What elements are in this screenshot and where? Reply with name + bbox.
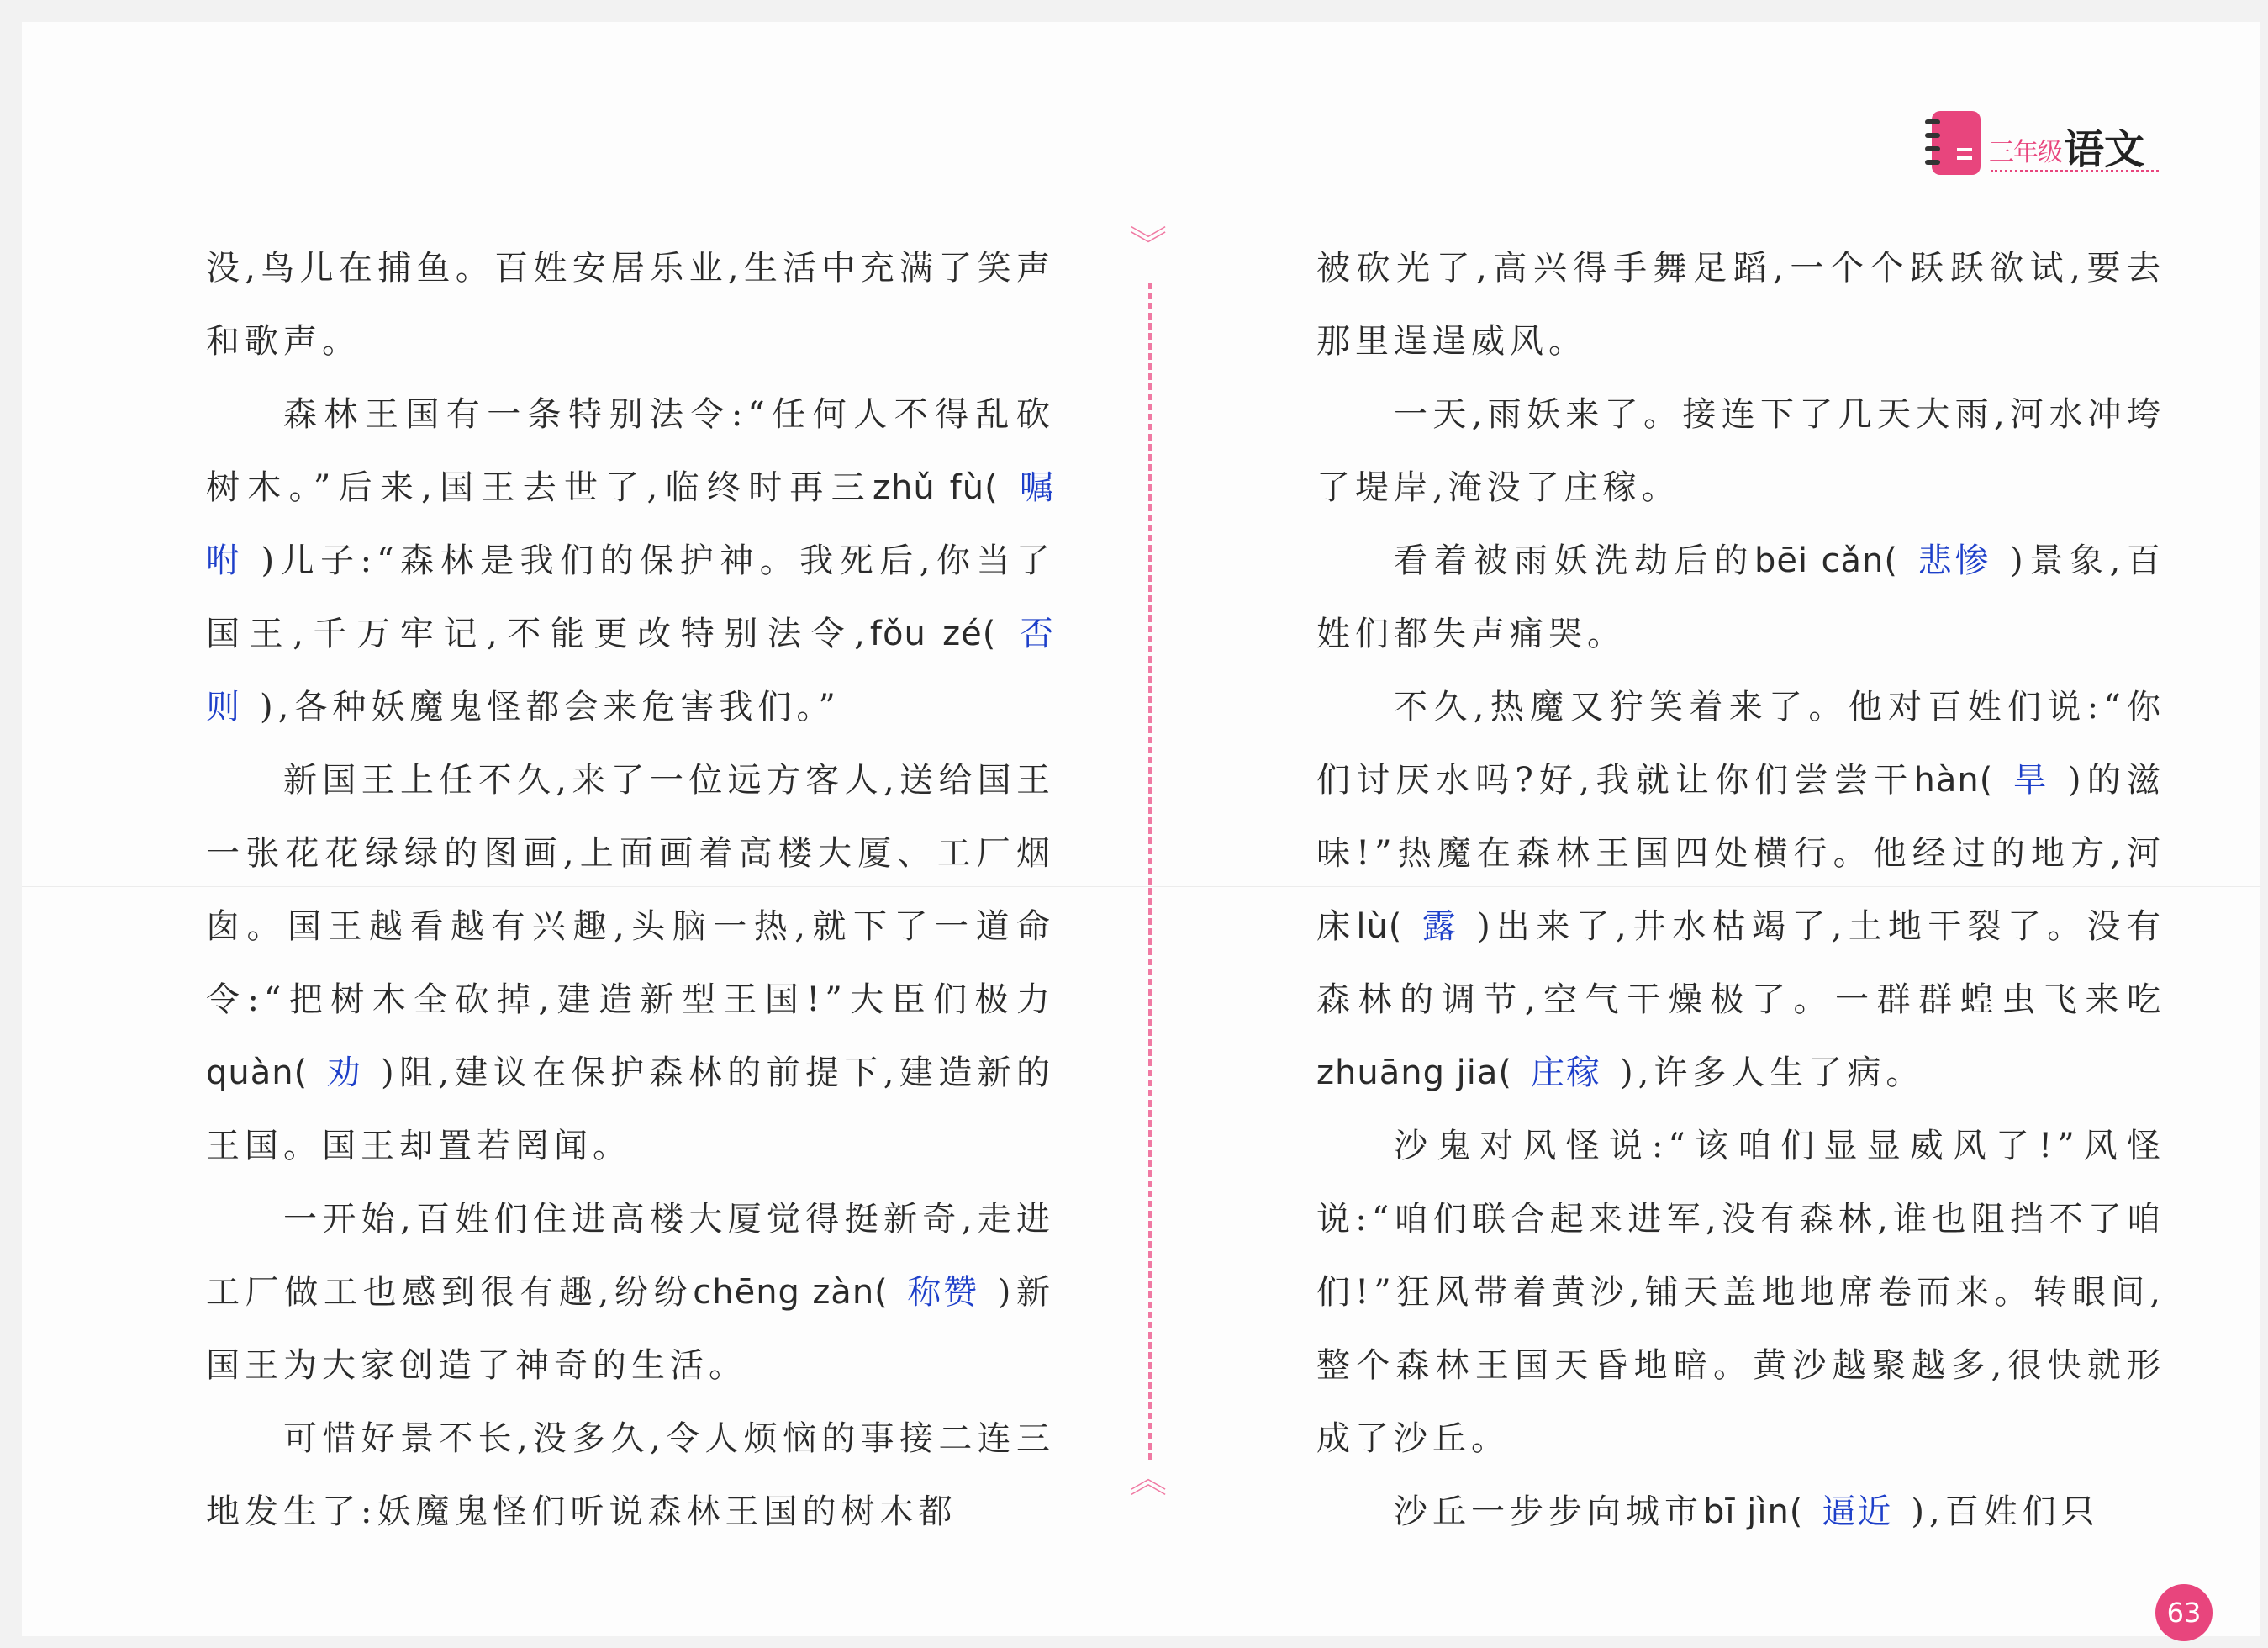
answer-text: 否则 [206,615,1055,726]
paragraph: 没,鸟儿在捕鱼。百姓安居乐业,生活中充满了笑声和歌声。 [206,249,1055,361]
textbook-page [22,22,2260,1636]
pinyin: hàn( [1913,761,1994,800]
chevron-up-icon: ︽ [1130,1458,1167,1501]
column-divider [1148,283,1152,1460]
answer-text: 劝 [326,1054,362,1092]
notebook-icon [1932,111,1981,175]
grade-label: 三年级 [1989,138,2062,167]
pinyin: chēng zàn( [693,1273,889,1312]
answer-text: 嘱咐 [206,468,1056,580]
answer-text: 逼近 [1822,1492,1893,1531]
paragraph: 森林王国有一条特别法令:“任何人不得乱砍树木。”后来,国王去世了,临终时再三zhǔ fù( 嘱咐 )儿子:“森林是我们的保护神。我死后,你当了国王,千万牢记,不能更改特别法令,fǒu zé( 否则 ),各种妖魔鬼怪都会来危害我们。” [206,395,1056,726]
header-badge [1932,111,2144,175]
pinyin: quàn( [206,1054,309,1092]
paragraph: 一天,雨妖来了。接连下了几天大雨,河水冲垮了堤岸,淹没了庄稼。 [1316,395,2165,507]
pinyin: zhǔ fù( [872,468,999,507]
answer-text: 庄稼 [1531,1054,1602,1092]
subject-label: 语文 [2064,126,2145,173]
paragraph: 可惜好景不长,没多久,令人烦恼的事接二连三地发生了:妖魔鬼怪们听说森林王国的树木都 [206,1419,1055,1531]
pinyin: fǒu zé( [869,615,997,653]
answer-text: 悲惨 [1917,541,1992,580]
answer-text: 露 [1421,907,1459,946]
pinyin: bī jìn( [1703,1492,1804,1531]
right-column [1316,232,2165,1549]
paragraph: 不久,热魔又狞笑着来了。他对百姓们说:“你们讨厌水吗?好,我就让你们尝尝干hàn( 旱 )的滋味!”热魔在森林王国四处横行。他经过的地方,河床lù( 露 )出来了,井水枯竭了,土地干裂了。没有森林的调节,空气干燥极了。一群群蝗虫飞来吃zhuāng jia( 庄稼 ),许多人生了病。 [1316,688,2166,1092]
pinyin: bēi cǎn( [1754,541,1898,580]
page-number-badge: 63 [2155,1584,2213,1641]
paragraph: 看着被雨妖洗劫后的bēi cǎn( 悲惨 )景象,百姓们都失声痛哭。 [1316,541,2166,653]
paragraph: 一开始,百姓们住进高楼大厦觉得挺新奇,走进工厂做工也感到很有趣,纷纷chēng zàn( 称赞 )新国王为大家创造了神奇的生活。 [206,1200,1056,1385]
paragraph: 沙鬼对风怪说:“该咱们显显威风了!”风怪说:“咱们联合起来进军,没有森林,谁也阻挡不了咱们!”狂风带着黄沙,铺天盖地地席卷而来。转眼间,整个森林王国天昏地暗。黄沙越聚越多,很快就形成了沙丘。 [1316,1127,2165,1458]
answer-text: 旱 [2012,761,2049,800]
paragraph: 被砍光了,高兴得手舞足蹈,一个个跃跃欲试,要去那里逞逞威风。 [1316,249,2165,361]
header-underline [1991,170,2159,172]
paragraph: 新国王上任不久,来了一位远方客人,送给国王一张花花绿绿的图画,上面画着高楼大厦、工厂烟囱。国王越看越有兴趣,头脑一热,就下了一道命令:“把树木全砍掉,建造新型王国!”大臣们极力quàn( 劝 )阻,建议在保护森林的前提下,建造新的王国。国王却置若罔闻。 [206,761,1055,1165]
chevron-down-icon: ︾ [1130,224,1167,267]
pinyin: zhuāng jia( [1316,1054,1513,1092]
pinyin: lù( [1356,907,1403,946]
paragraph: 沙丘一步步向城市bī jìn( 逼近 ),百姓们只 [1394,1492,2100,1531]
answer-text: 称赞 [906,1273,979,1312]
left-column [206,232,1055,1549]
